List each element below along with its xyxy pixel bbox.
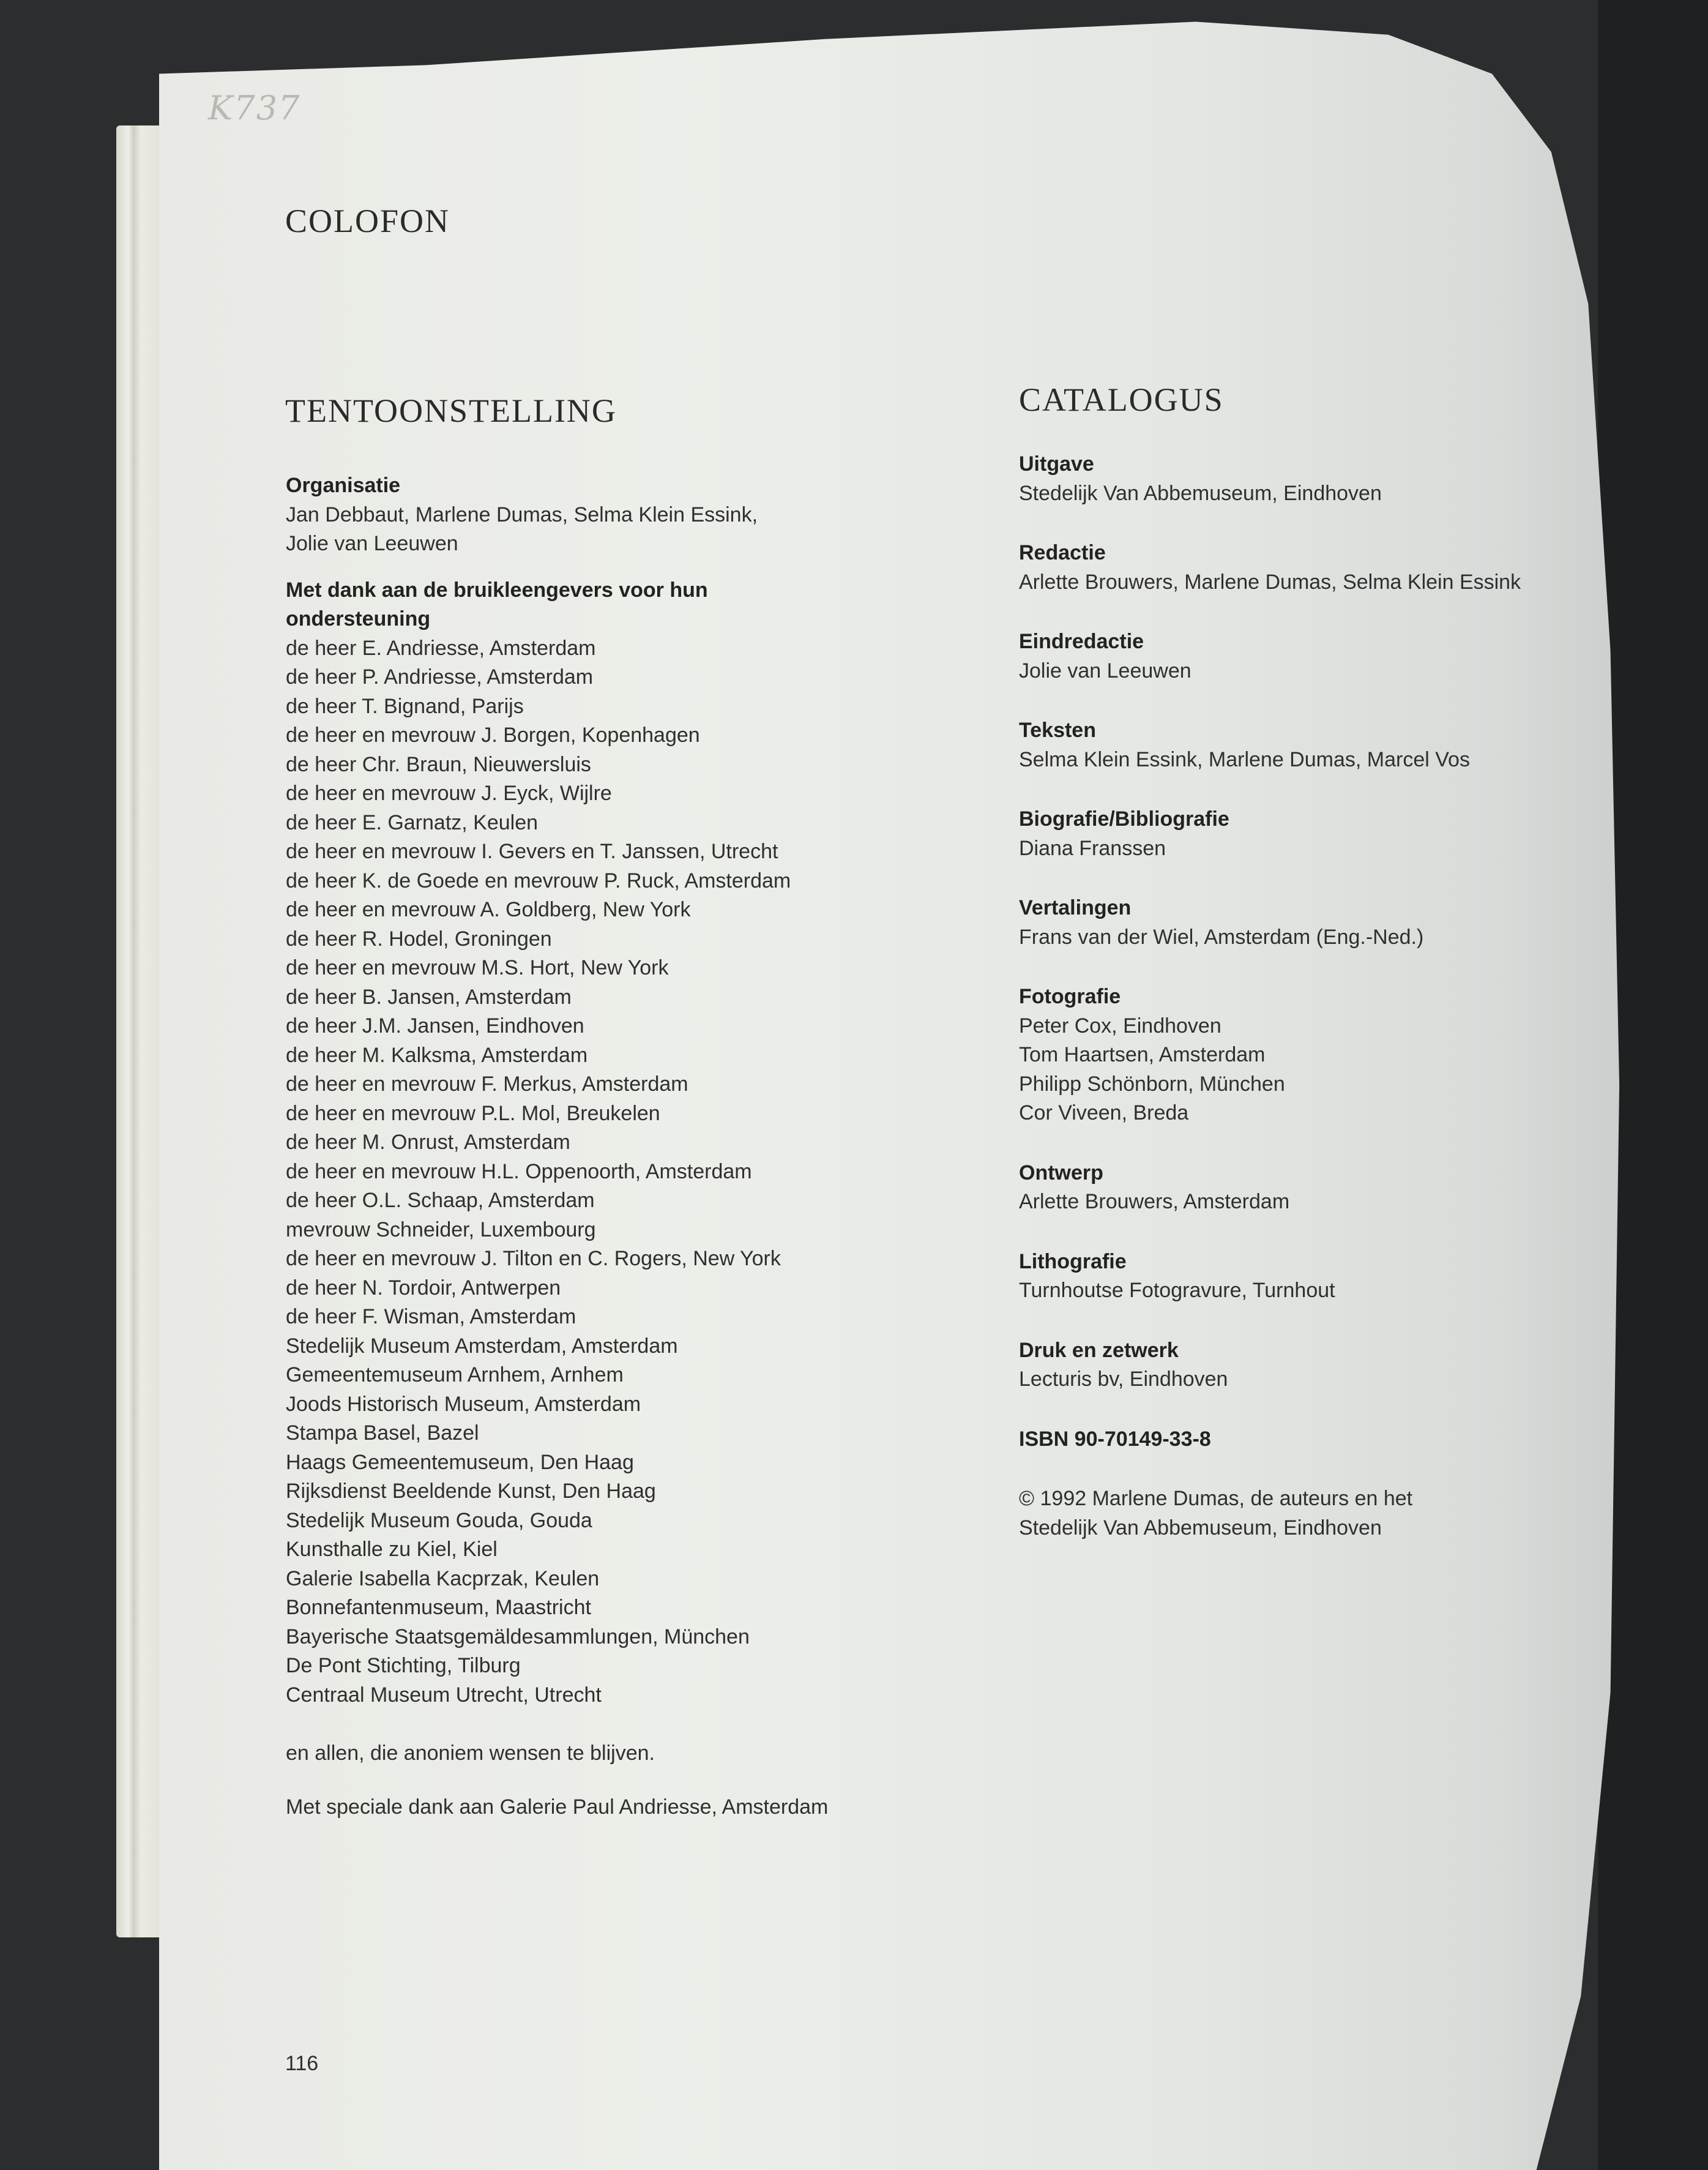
lender-item: de heer en mevrouw P.L. Mol, Breukelen (286, 1101, 660, 1125)
catalogus-section-line: Tom Haartsen, Amsterdam (1019, 1043, 1266, 1066)
catalogus-section-line: Cor Viveen, Breda (1019, 1101, 1189, 1124)
lender-item: de heer en mevrouw F. Merkus, Amsterdam (286, 1072, 688, 1096)
catalogus-section-line: Frans van der Wiel, Amsterdam (Eng.-Ned.) (1019, 925, 1424, 949)
copyright-line: Stedelijk Van Abbemuseum, Eindhoven (1019, 1516, 1382, 1540)
catalogus-section-label: Ontwerp (1019, 1161, 1103, 1184)
lender-item: Centraal Museum Utrecht, Utrecht (286, 1683, 602, 1707)
organisatie-block (286, 471, 990, 559)
page-title: COLOFON (285, 203, 450, 239)
isbn: ISBN 90-70149-33-8 (1019, 1427, 1211, 1451)
lender-item: de heer N. Tordoir, Antwerpen (286, 1276, 561, 1300)
organisatie-label: Organisatie (286, 474, 401, 497)
copyright-line: © 1992 Marlene Dumas, de auteurs en het (1019, 1487, 1413, 1510)
lender-item: de heer P. Andriesse, Amsterdam (286, 665, 594, 689)
catalogus-section-line: Diana Franssen (1019, 836, 1166, 860)
lender-item: de heer E. Andriesse, Amsterdam (286, 636, 596, 660)
catalogus-section (1019, 1336, 1570, 1394)
catalogus-section-line: Philipp Schönborn, München (1019, 1072, 1285, 1096)
catalogus-heading: CATALOGUS (1019, 381, 1224, 418)
lender-item: de heer en mevrouw J. Eyck, Wijlre (286, 782, 612, 805)
lender-item: de heer J.M. Jansen, Eindhoven (286, 1014, 584, 1038)
lender-item: de heer B. Jansen, Amsterdam (286, 985, 572, 1009)
catalogus-section-line: Turnhoutse Fotogravure, Turnhout (1019, 1279, 1335, 1302)
catalogus-section-label: Eindredactie (1019, 630, 1144, 653)
copyright (1019, 1484, 1570, 1543)
catalogus-section-label: Teksten (1019, 719, 1096, 742)
lender-item: de heer en mevrouw J. Tilton en C. Rogers, New York (286, 1247, 781, 1270)
catalogus-section (1019, 805, 1570, 863)
lender-item: de heer E. Garnatz, Keulen (286, 810, 539, 834)
lender-item: Stedelijk Museum Gouda, Gouda (286, 1508, 592, 1532)
lender-item: Galerie Isabella Kacprzak, Keulen (286, 1566, 600, 1590)
lenders-list (286, 634, 990, 1710)
lender-item: de heer T. Bignand, Parijs (286, 694, 524, 718)
lender-item: Stedelijk Museum Amsterdam, Amsterdam (286, 1334, 678, 1358)
lender-item: Haags Gemeentemuseum, Den Haag (286, 1450, 634, 1474)
catalogus-section (1019, 982, 1570, 1128)
lender-item: Joods Historisch Museum, Amsterdam (286, 1392, 641, 1416)
catalogus-section (1019, 539, 1570, 597)
special-thanks: Met speciale dank aan Galerie Paul Andriesse, Amsterdam (286, 1795, 829, 1819)
page-number: 116 (285, 2052, 319, 2075)
lender-item: de heer O.L. Schaap, Amsterdam (286, 1189, 595, 1212)
thanks-label: Met dank aan de bruikleengevers voor hun ondersteuning (286, 578, 708, 630)
catalogus-section-label: Fotografie (1019, 985, 1121, 1008)
lender-item: Bayerische Staatsgemäldesammlungen, München (286, 1625, 750, 1648)
lender-item: de heer K. de Goede en mevrouw P. Ruck, Amsterdam (286, 869, 791, 892)
catalogus-section-label: Redactie (1019, 541, 1106, 564)
catalogus-section-line: Arlette Brouwers, Marlene Dumas, Selma Klein Essink (1019, 570, 1521, 594)
lender-item: de heer en mevrouw I. Gevers en T. Janssen, Utrecht (286, 840, 778, 863)
catalogus-section-label: Druk en zetwerk (1019, 1338, 1179, 1362)
lender-item: de heer R. Hodel, Groningen (286, 927, 552, 951)
lender-item: Bonnefantenmuseum, Maastricht (286, 1596, 591, 1619)
lender-item: de heer M. Kalksma, Amsterdam (286, 1043, 588, 1067)
catalogus-section-line: Peter Cox, Eindhoven (1019, 1014, 1221, 1038)
catalogus-section-label: Lithografie (1019, 1249, 1127, 1273)
lender-item: de heer Chr. Braun, Nieuwersluis (286, 752, 591, 776)
organisatie-line: Jolie van Leeuwen (286, 532, 458, 555)
lender-item: Stampa Basel, Bazel (286, 1421, 479, 1445)
tentoonstelling-heading: TENTOONSTELLING (285, 392, 617, 429)
catalogus-section-line: Jolie van Leeuwen (1019, 659, 1191, 683)
catalogus-section (1019, 1159, 1570, 1217)
catalogus-section-line: Arlette Brouwers, Amsterdam (1019, 1190, 1290, 1213)
lender-item: de heer en mevrouw H.L. Oppenoorth, Amsterdam (286, 1159, 752, 1183)
organisatie-line: Jan Debbaut, Marlene Dumas, Selma Klein Essink, (286, 503, 758, 526)
catalogus-section-line: Stedelijk Van Abbemuseum, Eindhoven (1019, 481, 1382, 505)
lender-item: Gemeentemuseum Arnhem, Arnhem (286, 1363, 624, 1386)
catalogus-section-label: Uitgave (1019, 452, 1094, 476)
catalogus-column (1019, 450, 1570, 1543)
thanks-block (286, 576, 990, 1710)
lender-item: mevrouw Schneider, Luxembourg (286, 1218, 596, 1241)
catalogus-section-label: Vertalingen (1019, 896, 1132, 919)
catalogus-section (1019, 627, 1570, 686)
handwritten-note: K737 (208, 89, 301, 127)
lender-item: de heer F. Wisman, Amsterdam (286, 1305, 576, 1328)
lender-item: de heer en mevrouw M.S. Hort, New York (286, 956, 669, 979)
catalogus-section (1019, 894, 1570, 952)
anonymous-note: en allen, die anoniem wensen te blijven. (286, 1742, 655, 1765)
lender-item: Kunsthalle zu Kiel, Kiel (286, 1538, 498, 1561)
lender-item: de heer en mevrouw J. Borgen, Kopenhagen (286, 724, 700, 747)
tentoonstelling-column (286, 471, 990, 1822)
lender-item: de heer M. Onrust, Amsterdam (286, 1131, 570, 1154)
catalogus-section-label: Biografie/Bibliografie (1019, 807, 1229, 831)
catalogus-section (1019, 716, 1570, 774)
catalogus-sections (1019, 450, 1570, 1394)
catalogus-section (1019, 1248, 1570, 1306)
lender-item: Rijksdienst Beeldende Kunst, Den Haag (286, 1480, 656, 1503)
lender-item: De Pont Stichting, Tilburg (286, 1654, 521, 1677)
catalogus-section-line: Selma Klein Essink, Marlene Dumas, Marcel Vos (1019, 747, 1470, 771)
catalogus-section-line: Lecturis bv, Eindhoven (1019, 1367, 1228, 1391)
lender-item: de heer en mevrouw A. Goldberg, New York (286, 898, 691, 921)
catalogus-section (1019, 450, 1570, 508)
